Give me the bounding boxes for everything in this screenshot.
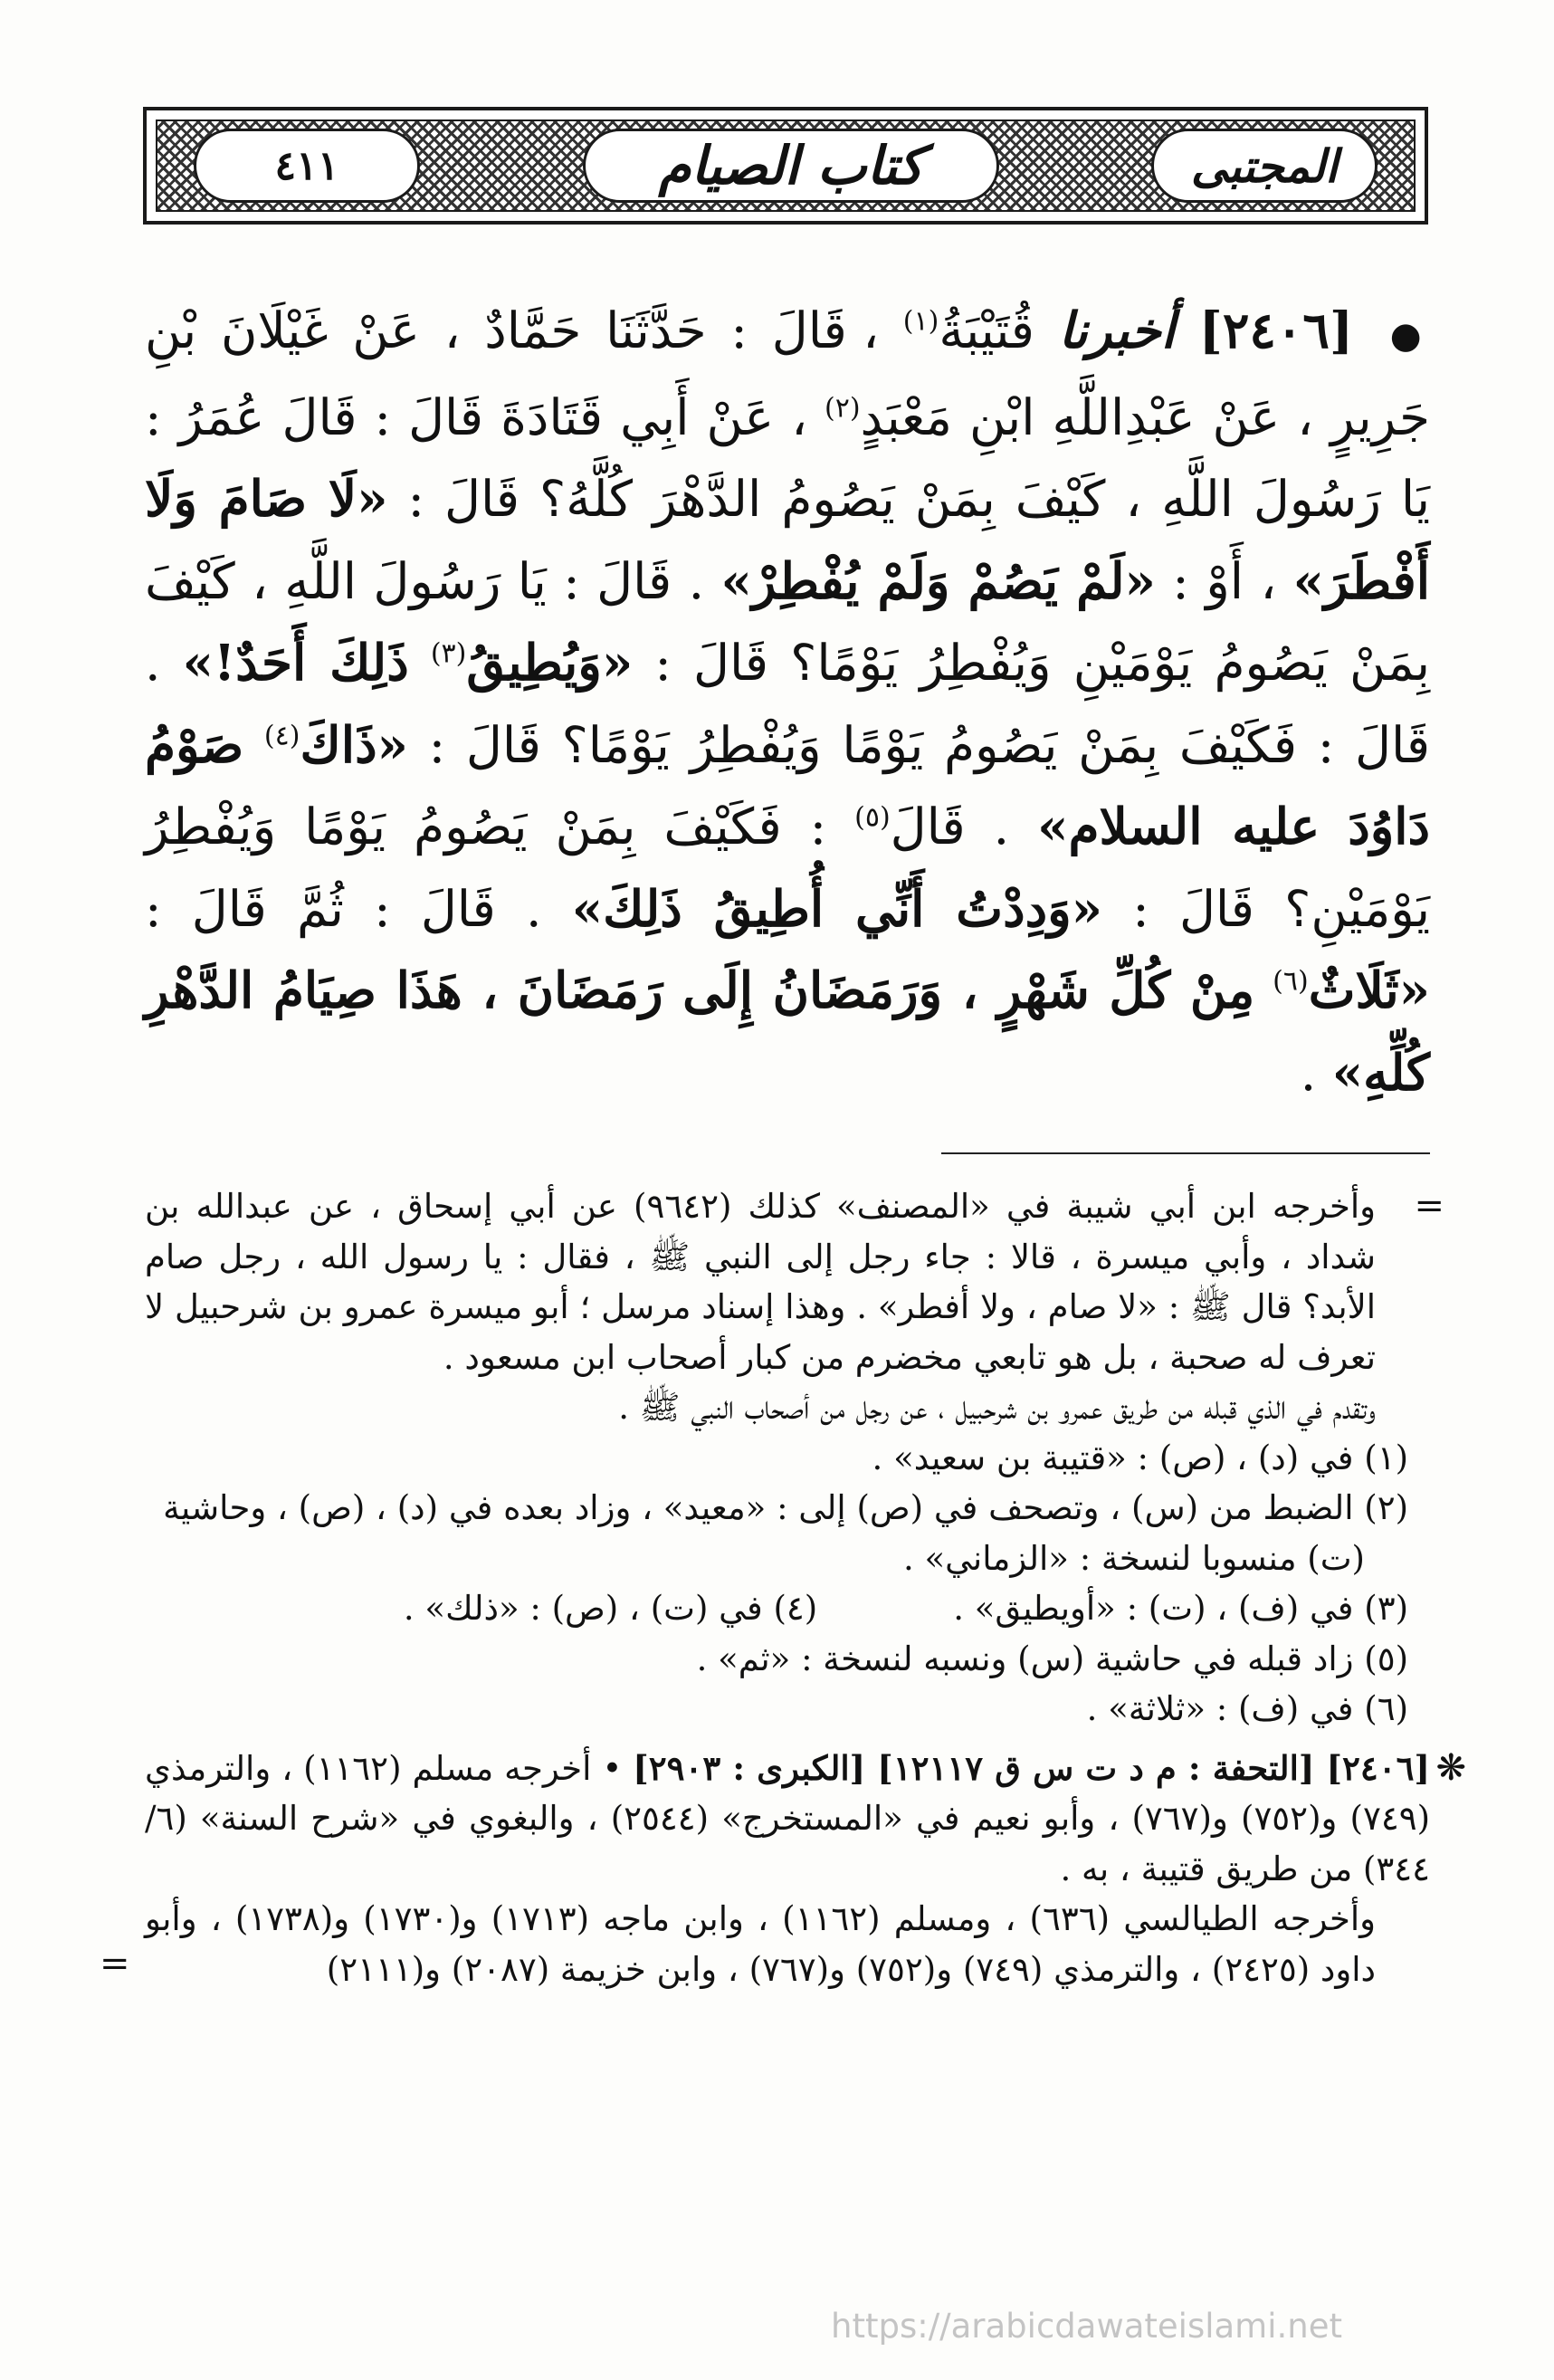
- prophet-quote: «وَدِدْتُ أَنِّي أُطِيقُ ذَلِكَ»: [571, 878, 1102, 938]
- footnote-2-continuation: (ت) منسوبا لنسخة : «الزماني» .: [902, 1538, 1365, 1578]
- page-number-cartouche: [194, 129, 420, 203]
- prophet-quote: «ذَاكَ: [300, 714, 408, 774]
- takhrij-paragraph: وأخرجه الطيالسي (٦٣٦) ، ومسلم (١١٦٢) ، وابن ماجه (١٧١٣) و(١٧٣٠) و(١٧٣٨) ، وأبو داود (٢٤٢٥) ، والترمذي (٧٤٩) و(٧٥٢) و(٧٦٧) ، وابن خزيمة (٢٠٨٧) و(٢١١١): [145, 1899, 1377, 1989]
- footnote-5: (٥) زاد قبله في حاشية (س) ونسبه لنسخة : «ثم» .: [696, 1639, 1408, 1678]
- narration-part: : فَكَيْفَ بِمَنْ يَصُومُ يَوْمًا وَيُفْطِرُ يَوْمَيْنِ؟ قَالَ :: [145, 798, 1431, 938]
- prophet-quote: مِنْ كُلِّ شَهْرٍ ، وَرَمَضَانُ إِلَى رَمَضَانَ ، هَذَا صِيَامُ الدَّهْرِ كُلِّهِ»: [145, 961, 1430, 1102]
- prophet-quote: صَوْمُ دَاوُدَ: [145, 714, 1431, 855]
- footnote-marker: (١): [902, 305, 939, 338]
- footnote-marker: (٢): [824, 392, 861, 425]
- footnote-3: (٣) في (ف) ، (ت) : «أويطيق» .: [953, 1589, 1408, 1628]
- narration-part: .: [1300, 1043, 1317, 1102]
- book-title: كتاب الصيام: [658, 135, 924, 196]
- previous-note-paragraph: وأخرجه ابن أبي شيبة في «المصنف» كذلك (٩٦٤٢) عن أبي إسحاق ، عن عبدالله بن شداد ، وأبي ميسرة ، قالا : جاء رجل إلى النبي ﷺ ، فقال : يا رسول الله ، رجل صام الأبد؟ قال ﷺ : «لا صام ، ولا أفطر» . وهذا إسناد مرسل ؛ أبو ميسرة عمرو بن شرحبيل لا تعرف له صحبة ، بل هو تابعي مخضرم من كبار أصحاب ابن مسعود .: [145, 1187, 1376, 1377]
- footnote-1: (١) في (د) ، (ص) : «قتيبة بن سعيد» .: [872, 1438, 1408, 1477]
- series-title-cartouche: [1151, 129, 1378, 203]
- prophet-quote: «ثَلَاثٌ: [1308, 961, 1431, 1019]
- narration-part: . قَالَ : فَكَيْفَ بِمَنْ يَصُومُ يَوْمًا وَيُفْطِرُ يَوْمًا؟ قَالَ :: [145, 634, 1431, 774]
- footnote-marker: (٥): [854, 801, 891, 834]
- book-title-cartouche: [583, 129, 999, 203]
- page-header: [143, 107, 1428, 225]
- watermark: https://arabicdawateislami.net: [831, 2307, 1342, 2346]
- prophet-quote: «لَمْ يَصُمْ وَلَمْ يُفْطِرْ»: [720, 550, 1156, 610]
- prophet-quote: ذَلِكَ أَحَدٌ!»: [182, 633, 409, 692]
- series-title: المجتبى: [1190, 139, 1339, 193]
- narration-part: . قَالَ : يَا رَسُولَ اللَّهِ ، كَيْفَ بِمَنْ يَصُومُ يَوْمَيْنِ وَيُفْطِرُ يَوْمًا؟ قَالَ :: [145, 551, 1431, 692]
- footnote-row: [145, 1583, 1430, 1634]
- bullet-icon: ●: [1389, 315, 1430, 357]
- narration-part: . قَالَ: [890, 798, 1010, 855]
- takhrij-text: • أخرجه مسلم (١١٦٢) ، والترمذي (٧٤٩) و(٧٥٢) و(٧٦٧) ، وأبو نعيم في «المستخرج» (٢٥٤٤) ، والبغوي في «شرح السنة» (٦/ ٣٤٤) من طريق قتيبة ، به .: [145, 1748, 1431, 1888]
- takhrij-reference: [٢٤٠٦] [التحفة : م د ت س ق ١٢١١٧] [الكبرى : ٢٩٠٣]: [633, 1747, 1430, 1788]
- prophet-quote: عليه السلام»: [1037, 797, 1320, 855]
- footnote-4: (٤) في (ت) ، (ص) : «ذلك» .: [403, 1589, 818, 1628]
- hadith-text: [145, 290, 1430, 1114]
- page-number: ٤١١: [274, 142, 339, 189]
- footnote-6: (٦) في (ف) : «ثلاثة» .: [1086, 1689, 1408, 1728]
- narration-part: ، أَوْ :: [1172, 551, 1277, 610]
- narration-part: ، عَنْ أَبِي قَتَادَةَ قَالَ : قَالَ عُمَرُ : يَا رَسُولَ اللَّهِ ، كَيْفَ بِمَنْ يَصُومُ الدَّهْرَ كُلَّهُ؟ قَالَ :: [145, 387, 1430, 528]
- continuation-mark: =: [1414, 1185, 1444, 1227]
- footnote-separator: [941, 1152, 1430, 1154]
- previous-note-paragraph: وتقدم في الذي قبله من طريق عمرو بن شرحبيل ، عن رجل من أصحاب النبي ﷺ .: [618, 1388, 1376, 1427]
- footnotes: [100, 1181, 1466, 1994]
- footnote-marker: (٤): [263, 720, 300, 752]
- header-ornament: [156, 119, 1416, 212]
- footnote-2: (٢) الضبط من (س) ، وتصحف في (ص) إلى : «معيد» ، وزاد بعده في (د) ، (ص) ، وحاشية: [163, 1488, 1408, 1527]
- footnote-marker: (٣): [430, 637, 467, 670]
- narration-part: قُتَيْبَةُ: [939, 301, 1034, 359]
- star-icon: ❋: [1435, 1746, 1466, 1789]
- akhbarana-word: أخبرنا: [1058, 301, 1175, 359]
- prophet-quote: «وَيُطِيقُ: [466, 633, 634, 692]
- narration-part: . قَالَ : ثُمَّ قَالَ :: [145, 879, 542, 938]
- continuation-mark: =: [100, 1942, 130, 1984]
- prophet-quote: «لَا صَامَ وَلَا أَفْطَرَ»: [145, 469, 1431, 610]
- hadith-number: [٢٤٠٦]: [1198, 301, 1354, 359]
- footnote-marker: (٦): [1273, 965, 1309, 998]
- narration-part: ، قَالَ : حَدَّثَنَا حَمَّادٌ ، عَنْ غَيْلَانَ بْنِ جَرِيرٍ ، عَنْ عَبْدِاللَّهِ ابْنِ مَعْبَدٍ: [145, 301, 1430, 446]
- takhrij-paragraph: [145, 1744, 1430, 1895]
- takhrij-section: [100, 1744, 1466, 1995]
